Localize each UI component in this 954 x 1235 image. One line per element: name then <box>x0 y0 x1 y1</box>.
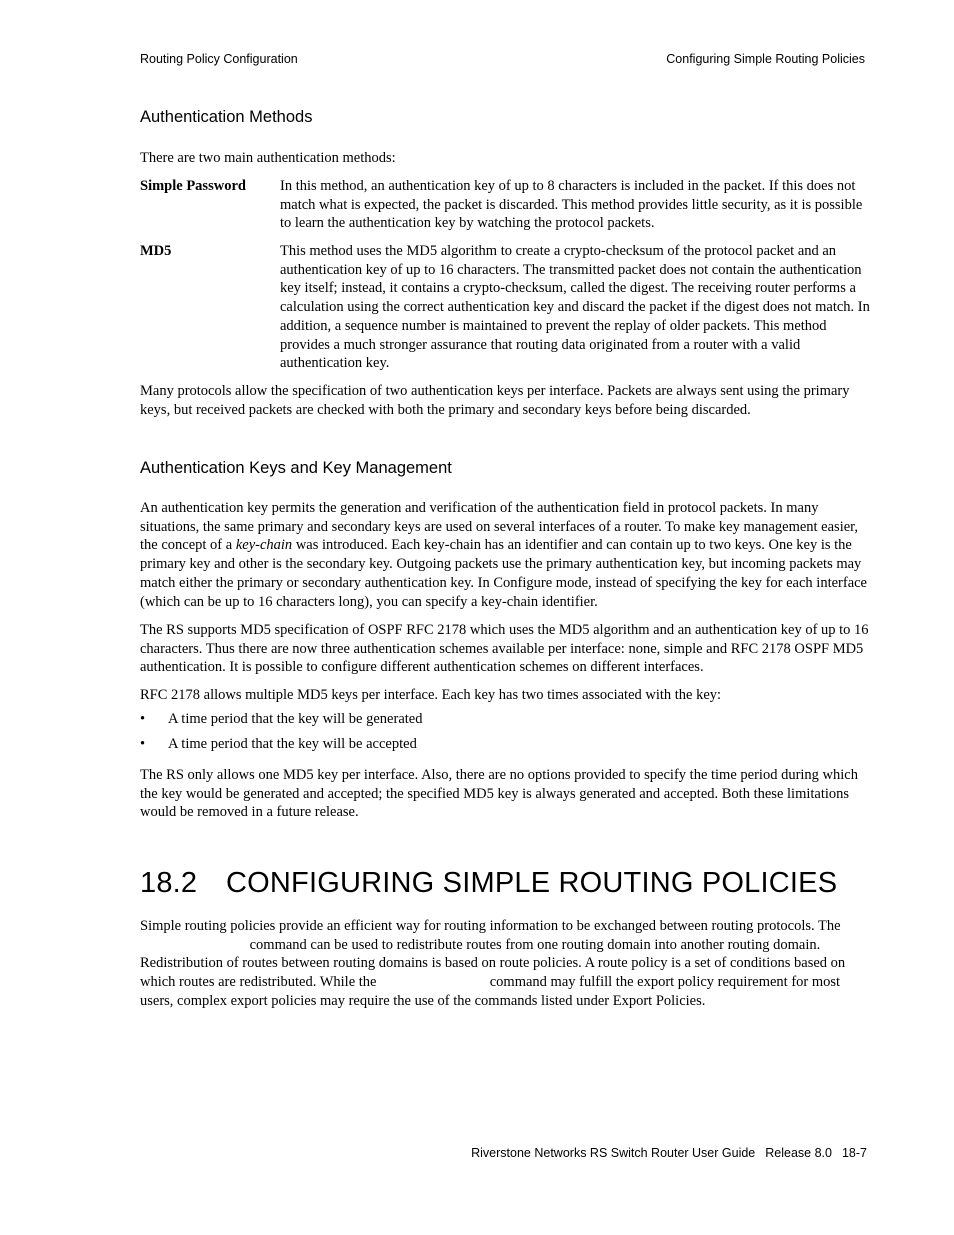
footer-release: Release 8.0 <box>765 1146 832 1160</box>
heading-authentication-keys: Authentication Keys and Key Management <box>140 459 452 477</box>
section-p-part3: command may fulfill the export policy requirement for most users, complex export policies may require the use of the commands listed under Export Policies. <box>140 974 841 1009</box>
bullet-glyph: • <box>140 711 146 727</box>
auth-methods-intro: There are two main authentication methods: <box>140 150 396 166</box>
bullet-glyph: • <box>140 736 146 752</box>
section-heading <box>140 867 837 900</box>
desc-md5: This method uses the MD5 algorithm to create a crypto-checksum of the protocol packet and an authentication key of up to 16 characters. The transmitted packet does not contain the authentication key itself; instead, it contains a crypto-checksum, called the digest. The receiving router performs a calculation using the correct authentication key and discard the packet if the digest does not match. In addition, a sequence number is maintained to prevent the replay of older packets. This method provides a much stronger assurance that routing data originated from a router with a valid authentication key. <box>280 243 870 372</box>
auth-keys-paragraph-1 <box>140 499 870 611</box>
section-p-part2: command can be used to redistribute routes from one routing domain into another routing domain. Redistribution of routes between routing domains is based on route policies. A route policy is a set of conditions based on which routes are redistributed. While the <box>140 936 846 991</box>
heading-authentication-methods: Authentication Methods <box>140 108 313 126</box>
running-header-right: Configuring Simple Routing Policies <box>666 52 865 66</box>
auth-keys-paragraph-4: The RS only allows one MD5 key per interface. Also, there are no options provided to specify the time period during which the key would be generated and accepted; the specified MD5 key is always generated and accepted. Both these limitations would be removed in a future release. <box>140 767 858 821</box>
footer-page-number: 18-7 <box>841 1146 867 1160</box>
key-chain-term: key-chain <box>235 537 293 554</box>
term-simple-password: Simple Password <box>140 178 246 194</box>
auth-keys-paragraph-2: The RS supports MD5 specification of OSPF RFC 2178 which uses the MD5 algorithm and an authentication key of up to 16 characters. Thus there are now three authentication schemes available per interface: none, simple and RFC 2178 OSPF MD5 authentication. It is possible to configure different authentication schemes on different interfaces. <box>140 622 869 676</box>
section-p-part1: Simple routing policies provide an efficient way for routing information to be exchanged between routing protocols. The <box>140 918 841 934</box>
term-md5: MD5 <box>140 243 172 259</box>
section-paragraph <box>140 917 870 1011</box>
auth-keys-paragraph-3: RFC 2178 allows multiple MD5 keys per interface. Each key has two times associated with the key: <box>140 687 722 703</box>
section-number: 18.2 <box>140 867 198 899</box>
section-title: CONFIGURING SIMPLE ROUTING POLICIES <box>226 867 838 899</box>
footer-title: Riverstone Networks RS Switch Router User Guide <box>471 1146 756 1160</box>
bullet-text: A time period that the key will be accepted <box>168 736 417 752</box>
auth-methods-closing: Many protocols allow the specification of two authentication keys per interface. Packets are always sent using the primary keys, but received packets are checked with both the primary and secondary keys before being discarded. <box>140 383 850 418</box>
desc-simple-password: In this method, an authentication key of up to 8 characters is included in the packet. If this does not match what is expected, the packet is discarded. This method provides little security, as it is possible to learn the authentication key by watching the protocol packets. <box>280 178 863 232</box>
running-footer <box>471 1146 867 1160</box>
running-header-left: Routing Policy Configuration <box>140 52 298 66</box>
auth-keys-p1-before: An authentication key permits the generation and verification of the authentication field in protocol packets. In many situations, the same primary and secondary keys are used on several interfaces of a router. To make key management easier, the concept of a <box>140 500 859 554</box>
auth-keys-p1-after: was introduced. Each key-chain has an identifier and can contain up to two keys. One key is the primary key and other is the secondary key. Outgoing packets use the primary authentication key, but incoming packets may match either the primary or secondary authentication key. In Configure mode, instead of specifying the key for each interface (which can be up to 16 characters long), you can specify a key-chain identifier. <box>140 537 867 610</box>
bullet-text: A time period that the key will be generated <box>168 711 423 727</box>
